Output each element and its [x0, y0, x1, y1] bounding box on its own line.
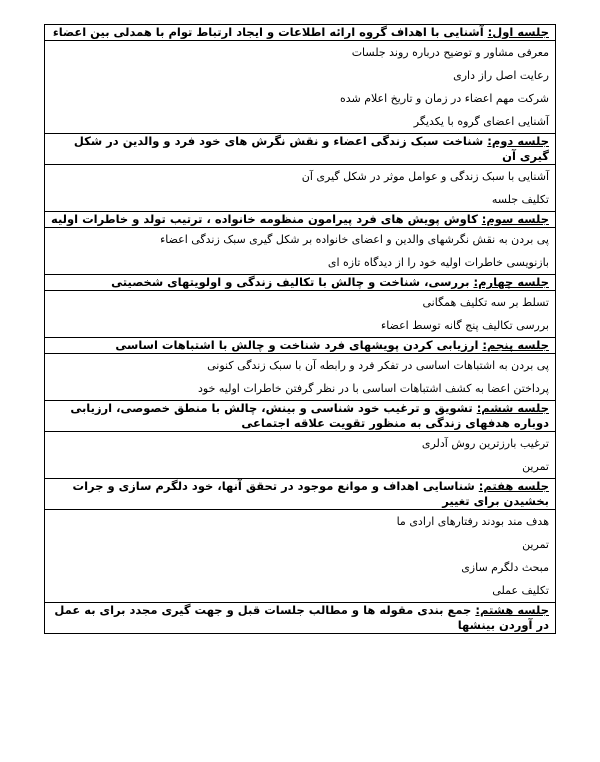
session-1-heading — [45, 25, 556, 41]
session-item: شرکت مهم اعضاء در زمان و تاریخ اعلام شده — [339, 92, 549, 105]
session-3-title: کاوش پویش های فرد پیرامون منظومه خانواده ، ترتیب تولد و خاطرات اولیه — [51, 212, 482, 226]
session-item: تکلیف عملی — [492, 584, 549, 597]
session-item: بازنویسی خاطرات اولیه خود را از دیدگاه تازه ای — [327, 256, 549, 269]
session-4-heading — [45, 275, 556, 291]
session-6-items-row — [45, 432, 556, 479]
session-7-items-row — [45, 510, 556, 603]
session-2-items — [45, 165, 556, 212]
session-6-items — [45, 432, 556, 479]
session-1-label: جلسه اول: — [487, 25, 549, 39]
session-1-header-row — [45, 25, 556, 41]
session-1-title: آشنایی با اهداف گروه ارائه اطلاعات و ایجاد ارتباط توام با همدلی بین اعضاء — [52, 25, 488, 39]
session-7-header-row — [45, 479, 556, 510]
session-2-heading — [45, 134, 556, 165]
session-item: آشنایی اعضای گروه با یکدیگر — [413, 115, 549, 128]
session-4-label: جلسه چهارم: — [473, 275, 549, 289]
session-6-label: جلسه ششم: — [476, 401, 549, 415]
session-8-label: جلسه هشتم: — [475, 603, 549, 617]
session-5-title: ارزیابی کردن پویشهای فرد شناخت و چالش با اشتباهات اساسی — [115, 338, 483, 352]
session-item: آشنایی با سبک زندگی و عوامل موثر در شکل گیری آن — [301, 170, 549, 183]
session-item: هدف مند بودند رفتارهای ارادی ما — [396, 515, 549, 528]
session-7-label: جلسه هفتم: — [478, 479, 549, 493]
session-2-items-row — [45, 165, 556, 212]
session-5-label: جلسه پنجم: — [482, 338, 549, 352]
session-3-header-row — [45, 212, 556, 228]
session-item: ترغیب بارزترین روش آدلری — [421, 437, 549, 450]
session-5-heading — [45, 338, 556, 354]
session-item: پی بردن به اشتباهات اساسی در تفکر فرد و رابطه آن با سبک زندگی کنونی — [207, 359, 549, 372]
session-6-header-row — [45, 401, 556, 432]
session-3-items — [45, 228, 556, 275]
session-5-header-row — [45, 338, 556, 354]
session-2-label: جلسه دوم: — [487, 134, 549, 148]
session-item: تکلیف جلسه — [491, 193, 549, 206]
session-3-heading — [45, 212, 556, 228]
session-item: پرداختن اعضا به کشف اشتباهات اساسی با در نظر گرفتن خاطرات اولیه خود — [198, 382, 549, 395]
session-7-items — [45, 510, 556, 603]
session-3-label: جلسه سوم: — [481, 212, 549, 226]
session-8-header-row — [45, 603, 556, 634]
session-1-items — [45, 41, 556, 134]
session-4-items-row — [45, 291, 556, 338]
session-3-items-row — [45, 228, 556, 275]
session-item: معرفی مشاور و توضیح درباره روند جلسات — [351, 46, 549, 59]
session-8-title: جمع بندی مقوله ها و مطالب جلسات قبل و جهت گیری مجدد برای به عمل در آوردن بینشها — [54, 603, 549, 632]
session-item: تمرین — [522, 460, 549, 473]
sessions-table — [44, 24, 556, 634]
session-8-heading — [45, 603, 556, 634]
session-4-header-row — [45, 275, 556, 291]
session-5-items-row — [45, 354, 556, 401]
session-6-title: تشویق و ترغیب خود شناسی و بینش، چالش با منطق خصوصی، ارزیابی دوباره هدفهای زندگی به منظور تقویت علاقه اجتماعی — [70, 401, 549, 430]
session-7-title: شناسایی اهداف و موانع موجود در تحقق آنها، خود دلگرم سازی و جرات بخشیدن برای تغییر — [72, 479, 549, 508]
session-6-heading — [45, 401, 556, 432]
session-item: تمرین — [522, 538, 549, 551]
session-item: تسلط بر سه تکلیف همگانی — [422, 296, 549, 309]
session-2-title: شناخت سبک زندگی اعضاء و نقش نگرش های خود فرد و والدین در شکل گیری آن — [73, 134, 549, 163]
session-item: پی بردن به نقش نگرشهای والدین و اعضای خانواده بر شکل گیری سبک زندگی اعضاء — [160, 233, 549, 246]
session-item: رعایت اصل راز داری — [453, 69, 549, 82]
session-4-title: بررسی، شناخت و چالش با تکالیف زندگی و اولویتهای شخصیتی — [111, 275, 474, 289]
session-item: بررسی تکالیف پنج گانه توسط اعضاء — [381, 319, 549, 332]
session-item: مبحث دلگرم سازی — [461, 561, 549, 574]
session-1-items-row — [45, 41, 556, 134]
session-7-heading — [45, 479, 556, 510]
session-2-header-row — [45, 134, 556, 165]
session-4-items — [45, 291, 556, 338]
session-5-items — [45, 354, 556, 401]
